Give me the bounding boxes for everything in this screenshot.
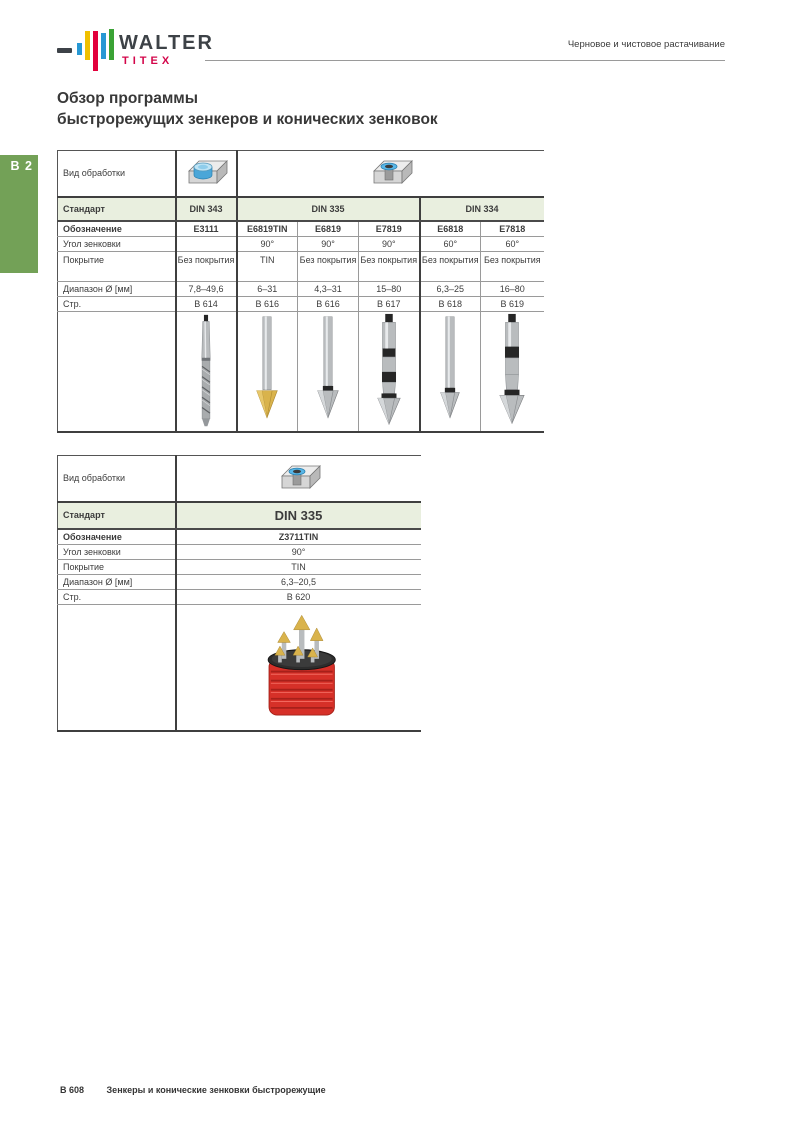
chapter-header: Черновое и чистовое растачивание [567, 39, 725, 50]
row-label-page: Стр. [58, 297, 176, 312]
logo-bar-red [93, 31, 98, 71]
logo-titex-text: TITEX [122, 55, 174, 67]
designation-cell: Z3711TIN [176, 529, 421, 545]
coating-cell: Без покрытия [481, 252, 544, 282]
image-cell [420, 312, 481, 432]
angle-cell: 90° [298, 237, 359, 252]
row-label-coating: Покрытие [58, 560, 176, 575]
header-rule [205, 60, 725, 61]
angle-cell: 90° [237, 237, 298, 252]
page-cell: B 620 [176, 590, 421, 605]
tool-photo-e6818 [430, 313, 470, 429]
standard-din334: DIN 334 [420, 197, 544, 221]
page-cell: B 614 [176, 297, 237, 312]
range-cell: 6,3–25 [420, 282, 481, 297]
image-cell-empty [58, 312, 176, 432]
range-cell: 4,3–31 [298, 282, 359, 297]
row-label-range: Диапазон Ø [мм] [58, 282, 176, 297]
section-tab-b2: B 2 [0, 155, 38, 273]
page-cell: B 617 [359, 297, 420, 312]
tool-photo-e7818 [488, 313, 536, 429]
angle-cell: 60° [481, 237, 544, 252]
row-label-processing: Вид обработки [58, 456, 176, 502]
angle-cell: 90° [176, 545, 421, 560]
angle-cell: 60° [420, 237, 481, 252]
row-label-range: Диапазон Ø [мм] [58, 575, 176, 590]
coating-cell: Без покрытия [298, 252, 359, 282]
angle-cell: 90° [359, 237, 420, 252]
page-cell: B 618 [420, 297, 481, 312]
row-label-coating: Покрытие [58, 252, 176, 282]
range-cell: 16–80 [481, 282, 544, 297]
row-label-page: Стр. [58, 590, 176, 605]
coating-cell: TIN [237, 252, 298, 282]
processing-cell-din343 [176, 151, 237, 197]
image-cell [237, 312, 298, 432]
image-cell [359, 312, 420, 432]
logo-walter-text: WALTER [119, 32, 214, 54]
processing-cell-din335 [176, 456, 421, 502]
coating-cell: Без покрытия [359, 252, 420, 282]
countersink-icon [366, 155, 416, 189]
coating-cell: Без покрытия [420, 252, 481, 282]
coating-cell: TIN [176, 560, 421, 575]
row-label-designation: Обозначение [58, 221, 176, 237]
page-title-line1: Обзор программы [57, 90, 198, 107]
tool-photo-e6819tin [247, 313, 287, 429]
range-cell: 7,8–49,6 [176, 282, 237, 297]
designation-cell: E6819TIN [237, 221, 298, 237]
tool-photo-e6819 [308, 313, 348, 429]
angle-cell [176, 237, 237, 252]
processing-cell-din335-334 [237, 151, 544, 197]
row-label-angle: Угол зенковки [58, 237, 176, 252]
page-title-line2: быстрорежущих зенкеров и конических зенковок [57, 111, 438, 128]
footer-page-number: B 608 [60, 1085, 85, 1095]
page-cell: B 619 [481, 297, 544, 312]
overview-table-1 [57, 150, 544, 433]
image-cell-empty [58, 605, 176, 731]
standard-din335: DIN 335 [237, 197, 420, 221]
page-footer [60, 1085, 326, 1095]
designation-cell: E7819 [359, 221, 420, 237]
footer-section-title: Зенкеры и конические зенковки быстрорежущие [106, 1085, 326, 1095]
range-cell: 6–31 [237, 282, 298, 297]
row-label-processing: Вид обработки [58, 151, 176, 197]
row-label-angle: Угол зенковки [58, 545, 176, 560]
image-cell [176, 605, 421, 731]
standard-din335: DIN 335 [176, 502, 421, 529]
coating-cell: Без покрытия [176, 252, 237, 282]
overview-table-2 [57, 455, 421, 732]
range-cell: 6,3–20,5 [176, 575, 421, 590]
page-cell: B 616 [298, 297, 359, 312]
countersink-set-red-case-photo [244, 608, 354, 726]
designation-cell: E7818 [481, 221, 544, 237]
counterbore-icon [181, 155, 231, 189]
row-label-designation: Обозначение [58, 529, 176, 545]
page-cell: B 616 [237, 297, 298, 312]
image-cell [176, 312, 237, 432]
standard-din343: DIN 343 [176, 197, 237, 221]
page-title [57, 88, 438, 130]
row-label-standard: Стандарт [58, 502, 176, 529]
walter-titex-logo [57, 28, 214, 74]
designation-cell: E3111 [176, 221, 237, 237]
countersink-icon [274, 460, 324, 494]
tool-photo-e3111 [186, 313, 226, 429]
designation-cell: E6819 [298, 221, 359, 237]
tool-photo-e7819 [365, 313, 413, 429]
row-label-standard: Стандарт [58, 197, 176, 221]
range-cell: 15–80 [359, 282, 420, 297]
designation-cell: E6818 [420, 221, 481, 237]
image-cell [298, 312, 359, 432]
image-cell [481, 312, 544, 432]
